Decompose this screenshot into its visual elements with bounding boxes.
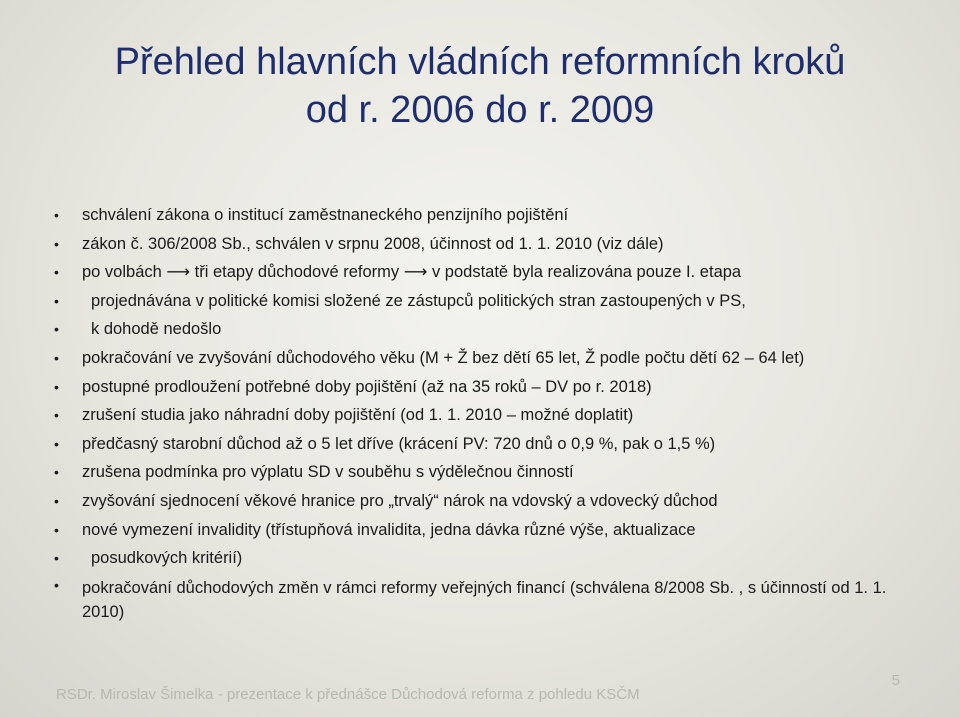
bullet-item: [52, 315, 932, 344]
page-number: 5: [891, 672, 900, 689]
slide-footer: RSDr. Miroslav Šimelka - prezentace k přednášce Důchodová reforma z pohledu KSČM: [56, 686, 640, 703]
bullet-item: [52, 344, 932, 373]
slide-title: [60, 38, 900, 134]
bullet-text: schválení zákona o institucí zaměstnaneckého penzijního pojištění: [82, 206, 569, 224]
bullet-item: [52, 401, 932, 430]
bullet-item: [52, 516, 932, 545]
bullet-text: pokračování ve zvyšování důchodového věku (M + Ž bez dětí 65 let, Ž podle počtu dětí 62 – 64 let): [82, 348, 805, 367]
bullet-item: [52, 430, 932, 459]
bullet-text: po volbách ⟶ tři etapy důchodové reformy ⟶ v podstatě byla realizována pouze I. etapa: [82, 263, 742, 282]
bullet-text: předčasný starobní důchod až o 5 let dříve (krácení PV: 720 dnů o 0,9 %, pak o 1,5 %): [82, 434, 716, 453]
bullet-text: nové vymezení invalidity (třístupňová invalidita, jedna dávka různé výše, aktualizace: [82, 520, 696, 539]
bullet-text: k dohodě nedošlo: [91, 320, 222, 339]
bullet-item: [52, 487, 932, 516]
bullet-item: [52, 544, 932, 573]
bullet-item: [52, 230, 932, 259]
bullet-text: projednávána v politické komisi složené ze zástupců politických stran zastoupených v PS,: [91, 291, 746, 310]
bullet-text: zrušení studia jako náhradní doby pojištění (od 1. 1. 2010 – možné doplatit): [82, 406, 634, 425]
bullet-text: postupné prodloužení potřebné doby pojištění (až na 35 roků – DV po r. 2018): [82, 377, 652, 396]
bullet-text: zákon č. 306/2008 Sb., schválen v srpnu 2008, účinnost od 1. 1. 2010 (viz dále): [82, 234, 664, 253]
bullet-item: [52, 458, 932, 487]
slide-title-line-2: od r. 2006 do r. 2009: [305, 89, 655, 131]
bullet-text: pokračování důchodových změn v rámci reformy veřejných financí (schválena 8/2008 Sb. , s účinností od 1. 1. 2010): [82, 578, 887, 621]
slide-title-line-1: Přehled hlavních vládních reformních kroků: [114, 41, 846, 83]
bullet-item: [52, 573, 932, 626]
bullet-text: posudkových kritérií): [91, 549, 243, 568]
bullet-text: zvyšování sjednocení věkové hranice pro „trvalý“ nárok na vdovský a vdovecký důchod: [82, 491, 718, 510]
bullet-item: [52, 201, 932, 230]
bullet-item: [52, 258, 932, 287]
bullet-list: [52, 201, 932, 626]
bullet-item: [52, 287, 932, 316]
bullet-text: zrušena podmínka pro výplatu SD v souběhu s výdělečnou činností: [82, 463, 574, 482]
bullet-item: [52, 373, 932, 402]
